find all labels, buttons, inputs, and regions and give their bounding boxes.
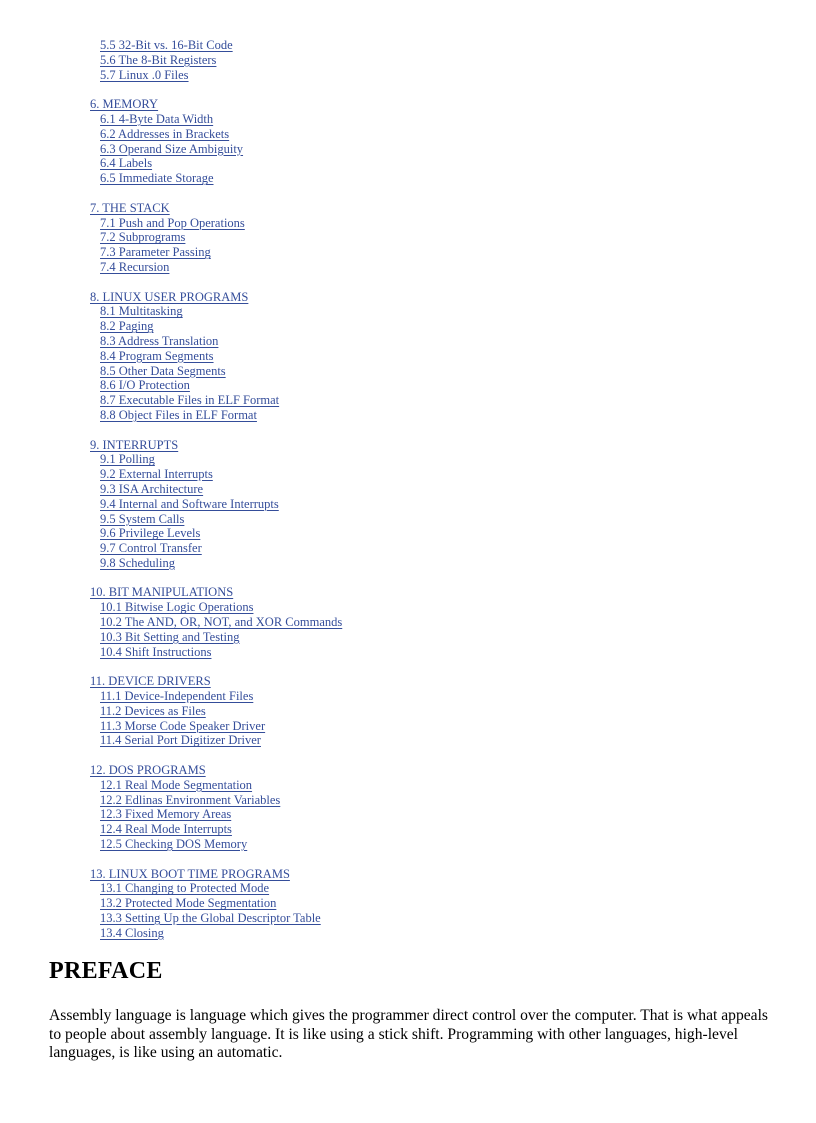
toc-section — [90, 556, 770, 571]
toc-section-link[interactable]: 8.2 Paging — [100, 319, 154, 334]
toc-section — [90, 245, 770, 260]
toc-section-link[interactable]: 6.5 Immediate Storage — [100, 171, 214, 186]
preface-heading: PREFACE — [49, 958, 163, 984]
toc-section-link[interactable]: 6.3 Operand Size Ambiguity — [100, 141, 244, 156]
toc-section-link[interactable]: 11.3 Morse Code Speaker Driver — [100, 718, 266, 733]
toc-section — [90, 393, 770, 408]
toc-section-link[interactable]: 8.5 Other Data Segments — [100, 363, 226, 378]
toc-section-link[interactable]: 9.7 Control Transfer — [100, 541, 202, 556]
toc-section — [90, 260, 770, 275]
toc-section — [90, 733, 770, 748]
toc-section-link[interactable]: 13.3 Setting Up the Global Descriptor Table — [100, 911, 321, 926]
toc-chapter-title — [90, 763, 770, 778]
toc-chapter-link[interactable]: 10. BIT MANIPULATIONS — [90, 585, 234, 600]
toc-section-link[interactable]: 5.5 32-Bit vs. 16-Bit Code — [100, 38, 233, 52]
toc-section — [90, 304, 770, 319]
toc-section — [90, 334, 770, 349]
toc-section — [90, 837, 770, 852]
toc-section — [90, 645, 770, 660]
toc-chapter-link[interactable]: 11. DEVICE DRIVERS — [90, 674, 211, 689]
toc-section — [90, 689, 770, 704]
toc-section — [90, 600, 770, 615]
toc-section — [90, 127, 770, 142]
toc-section-link[interactable]: 12.3 Fixed Memory Areas — [100, 807, 232, 822]
toc-section-link[interactable]: 10.3 Bit Setting and Testing — [100, 629, 240, 644]
toc-section — [90, 142, 770, 157]
toc-section-link[interactable]: 6.1 4-Byte Data Width — [100, 111, 214, 126]
toc-section-link[interactable]: 11.2 Devices as Files — [100, 703, 206, 718]
toc-chapter — [90, 674, 770, 748]
toc-chapter-link[interactable]: 6. MEMORY — [90, 97, 159, 112]
toc-section-link[interactable]: 9.5 System Calls — [100, 511, 185, 526]
toc-section — [90, 364, 770, 379]
toc-section-link[interactable]: 8.1 Multitasking — [100, 304, 183, 319]
toc-section — [90, 156, 770, 171]
toc-chapter-link[interactable]: 9. INTERRUPTS — [90, 437, 179, 452]
toc-section-link[interactable]: 9.8 Scheduling — [100, 555, 175, 570]
toc-section-link[interactable]: 5.7 Linux .0 Files — [100, 67, 189, 82]
preface-paragraph: Assembly language is language which gives the programmer direct control over the computer. That is what appeals to people about assembly language. It is like using a stick shift. Programming with other languages, high-level languages, is like using an automatic. — [49, 1007, 768, 1061]
toc-section-link[interactable]: 7.1 Push and Pop Operations — [100, 215, 245, 230]
toc-section-link[interactable]: 9.4 Internal and Software Interrupts — [100, 496, 279, 511]
toc-section — [90, 497, 770, 512]
toc-section — [90, 704, 770, 719]
toc-section — [90, 630, 770, 645]
toc-section-link[interactable]: 9.2 External Interrupts — [100, 467, 213, 482]
toc-chapter-title — [90, 201, 770, 216]
toc-section-link[interactable]: 8.7 Executable Files in ELF Format — [100, 393, 280, 408]
toc-section-link[interactable]: 7.3 Parameter Passing — [100, 245, 211, 260]
toc-section-link[interactable]: 8.3 Address Translation — [100, 333, 219, 348]
toc-section — [90, 926, 770, 941]
toc-section-link[interactable]: 10.1 Bitwise Logic Operations — [100, 600, 254, 615]
toc-section — [90, 615, 770, 630]
toc-section — [90, 230, 770, 245]
toc-section — [90, 467, 770, 482]
toc-chapter — [90, 290, 770, 423]
toc-section-link[interactable]: 11.4 Serial Port Digitizer Driver — [100, 733, 261, 748]
toc-chapter-link[interactable]: 7. THE STACK — [90, 200, 170, 215]
toc-chapter-title — [90, 97, 770, 112]
toc-section-link[interactable]: 7.4 Recursion — [100, 259, 170, 274]
toc-section-link[interactable]: 12.4 Real Mode Interrupts — [100, 822, 232, 837]
toc-section — [90, 719, 770, 734]
toc-section — [90, 512, 770, 527]
toc-chapter — [90, 38, 770, 82]
toc-section-link[interactable]: 9.6 Privilege Levels — [100, 526, 201, 541]
toc-section-link[interactable]: 5.6 The 8-Bit Registers — [100, 52, 217, 67]
toc-section — [90, 911, 770, 926]
toc-section-link[interactable]: 9.1 Polling — [100, 452, 155, 467]
toc-chapter — [90, 763, 770, 852]
toc-section — [90, 171, 770, 186]
toc-chapter-title — [90, 290, 770, 305]
toc-section — [90, 216, 770, 231]
toc-section — [90, 408, 770, 423]
toc-section — [90, 778, 770, 793]
toc-section — [90, 482, 770, 497]
toc-section — [90, 68, 770, 83]
toc-chapter-link[interactable]: 13. LINUX BOOT TIME PROGRAMS — [90, 866, 290, 881]
toc-chapter-title — [90, 867, 770, 882]
toc-section-link[interactable]: 7.2 Subprograms — [100, 230, 186, 245]
toc-section — [90, 319, 770, 334]
toc-section-link[interactable]: 12.2 Edlinas Environment Variables — [100, 792, 281, 807]
toc-section-link[interactable]: 11.1 Device-Independent Files — [100, 689, 254, 704]
toc-section — [90, 881, 770, 896]
toc-section-link[interactable]: 13.1 Changing to Protected Mode — [100, 881, 270, 896]
toc-section — [90, 541, 770, 556]
toc-section — [90, 452, 770, 467]
toc-section — [90, 112, 770, 127]
toc-section-link[interactable]: 13.2 Protected Mode Segmentation — [100, 896, 277, 911]
toc-chapter — [90, 438, 770, 571]
toc-section-link[interactable]: 8.6 I/O Protection — [100, 378, 190, 393]
toc-section-link[interactable]: 13.4 Closing — [100, 925, 164, 940]
toc-section-link[interactable]: 12.5 Checking DOS Memory — [100, 837, 248, 852]
toc-chapter-title — [90, 585, 770, 600]
toc-chapter — [90, 201, 770, 275]
toc-chapter — [90, 585, 770, 659]
toc-section — [90, 822, 770, 837]
toc-chapter-title — [90, 674, 770, 689]
toc-section-link[interactable]: 10.2 The AND, OR, NOT, and XOR Commands — [100, 615, 343, 630]
toc-section — [90, 53, 770, 68]
toc-section-link[interactable]: 6.4 Labels — [100, 156, 153, 171]
toc-section-link[interactable]: 9.3 ISA Architecture — [100, 481, 204, 496]
toc-chapter — [90, 97, 770, 186]
toc-section-link[interactable]: 10.4 Shift Instructions — [100, 644, 212, 659]
toc-section-link[interactable]: 12.1 Real Mode Segmentation — [100, 777, 253, 792]
toc-section — [90, 526, 770, 541]
toc-chapter-link[interactable]: 12. DOS PROGRAMS — [90, 763, 206, 778]
toc-section — [90, 793, 770, 808]
toc-chapter-title — [90, 438, 770, 453]
toc-section — [90, 807, 770, 822]
toc-section — [90, 378, 770, 393]
toc-section-link[interactable]: 8.4 Program Segments — [100, 348, 214, 363]
table-of-contents — [90, 38, 770, 955]
toc-section — [90, 38, 770, 53]
toc-section-link[interactable]: 6.2 Addresses in Brackets — [100, 126, 230, 141]
toc-chapter — [90, 867, 770, 941]
toc-section — [90, 896, 770, 911]
toc-section — [90, 349, 770, 364]
toc-chapter-link[interactable]: 8. LINUX USER PROGRAMS — [90, 289, 249, 304]
toc-section-link[interactable]: 8.8 Object Files in ELF Format — [100, 407, 257, 422]
